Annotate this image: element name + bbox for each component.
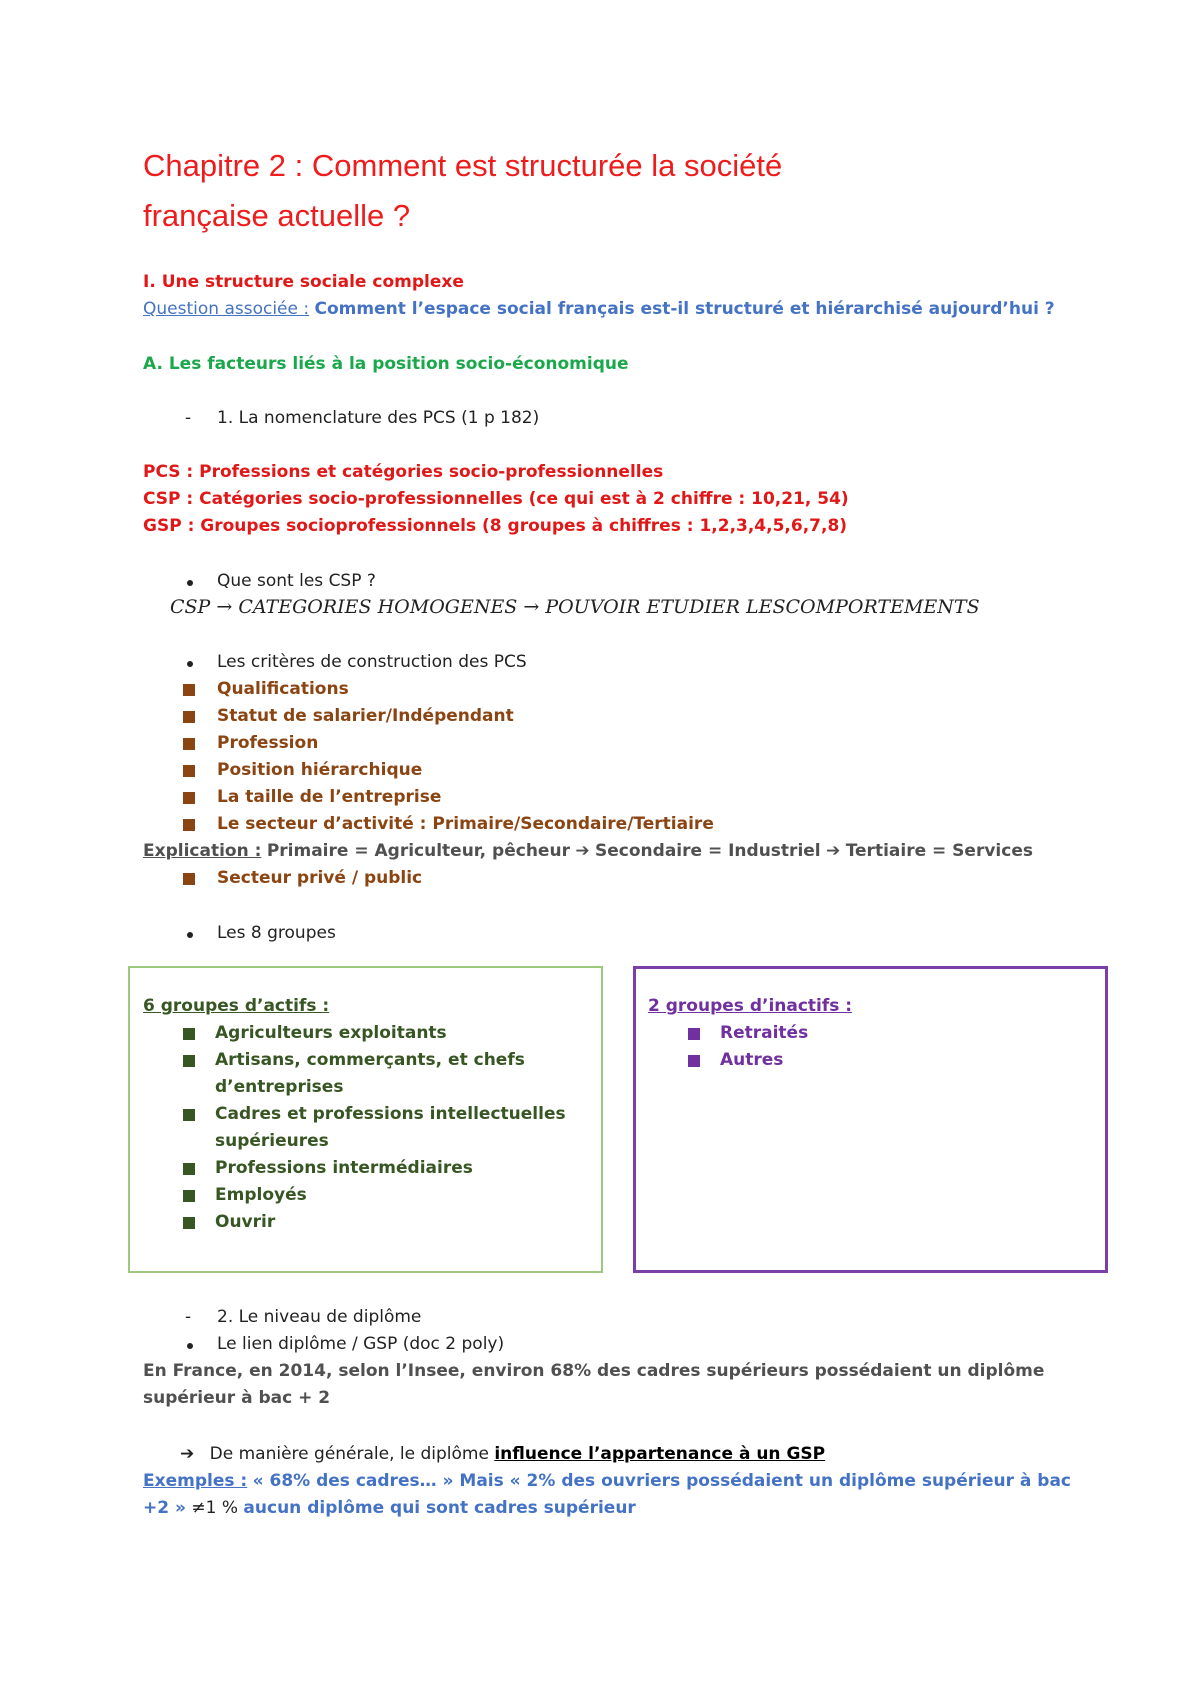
square-bullet-icon (688, 1055, 700, 1067)
criterion-item: Statut de salarier/Indépendant (217, 706, 514, 726)
square-bullet-icon (688, 1028, 700, 1040)
square-bullet-icon (183, 711, 195, 723)
square-bullet-icon (183, 1055, 195, 1067)
arrow-right-icon: ➔ (826, 841, 841, 861)
question-text: Comment l’espace social français est-il structuré et hiérarchisé aujourd’hui ? (314, 299, 1055, 319)
explication-secondaire: Secondaire = Industriel (595, 841, 821, 861)
actifs-title: 6 groupes d’actifs : (143, 996, 330, 1016)
associated-question (143, 299, 1055, 319)
exemples-text-2b: aucun diplôme qui sont cadres supérieur (243, 1498, 636, 1518)
subsection-heading: A. Les facteurs liés à la position socio-économique (143, 354, 629, 374)
square-bullet-icon (183, 792, 195, 804)
criterion-item: Qualifications (217, 679, 349, 699)
bullet-lien: Le lien diplôme / GSP (doc 2 poly) (217, 1334, 505, 1354)
bullet-csp: Que sont les CSP ? (217, 571, 376, 591)
actifs-item-continued: d’entreprises (215, 1077, 344, 1097)
stat-line-2: supérieur à bac + 2 (143, 1388, 331, 1408)
explication-tertiaire: Tertiaire = Services (845, 841, 1033, 861)
page-title-line1: Chapitre 2 : Comment est structurée la société (143, 148, 783, 183)
square-bullet-icon (183, 873, 195, 885)
square-bullet-icon (183, 765, 195, 777)
bullet-icon (187, 580, 193, 586)
exemples-label: Exemples : (143, 1471, 248, 1491)
actifs-item: Ouvrir (215, 1212, 276, 1232)
actifs-item-continued: supérieures (215, 1131, 329, 1151)
dash-marker: - (185, 408, 192, 428)
page-title-line2: française actuelle ? (143, 198, 411, 233)
exemples-text-2a: +2 » (143, 1498, 186, 1518)
criterion-item: La taille de l’entreprise (217, 787, 442, 807)
square-bullet-icon (183, 1028, 195, 1040)
dash-marker: - (185, 1307, 192, 1327)
explication-primaire: Primaire = Agriculteur, pêcheur (266, 841, 570, 861)
definition-pcs: PCS : Professions et catégories socio-professionnelles (143, 462, 664, 482)
criterion-item: Secteur privé / public (217, 868, 423, 888)
question-label: Question associée : (143, 299, 310, 319)
square-bullet-icon (183, 738, 195, 750)
inactifs-item: Retraités (720, 1023, 809, 1043)
square-bullet-icon (183, 1109, 195, 1121)
square-bullet-icon (183, 819, 195, 831)
criterion-item: Position hiérarchique (217, 760, 423, 780)
conclusion-emphasis: influence l’appartenance à un GSP (494, 1444, 826, 1464)
formula-line: CSP → CATEGORIES HOMOGENES → POUVOIR ETUDIER LESCOMPORTEMENTS (170, 596, 980, 618)
arrow-right-icon: ➔ (575, 841, 590, 861)
criterion-item: Le secteur d’activité : Primaire/Secondaire/Tertiaire (217, 814, 714, 834)
actifs-item: Employés (215, 1185, 307, 1205)
exemples-text-1: « 68% des cadres… » Mais « 2% des ouvriers possédaient un diplôme supérieur à bac (252, 1471, 1071, 1491)
item-niveau-diplome: 2. Le niveau de diplôme (217, 1307, 422, 1327)
actifs-item: Cadres et professions intellectuelles (215, 1104, 566, 1124)
criterion-item: Profession (217, 733, 319, 753)
arrow-right-icon: ➔ (180, 1444, 195, 1464)
exemples-line-1 (143, 1471, 1071, 1491)
item-nomenclature: 1. La nomenclature des PCS (1 p 182) (217, 408, 540, 428)
actifs-item: Agriculteurs exploitants (215, 1023, 447, 1043)
bullet-criteres: Les critères de construction des PCS (217, 652, 527, 672)
bullet-groupes: Les 8 groupes (217, 923, 336, 943)
inactifs-title: 2 groupes d’inactifs : (648, 996, 853, 1016)
explication-line (143, 841, 1033, 861)
bullet-icon (187, 932, 193, 938)
square-bullet-icon (183, 1163, 195, 1175)
bullet-icon (187, 1343, 193, 1349)
square-bullet-icon (183, 684, 195, 696)
exemples-line-2 (143, 1498, 636, 1518)
definition-gsp: GSP : Groupes socioprofessionnels (8 groupes à chiffres : 1,2,3,4,5,6,7,8) (143, 516, 848, 536)
stat-line-1: En France, en 2014, selon l’Insee, environ 68% des cadres supérieurs possédaient un diplôme (143, 1361, 1045, 1381)
explication-label: Explication : (143, 841, 262, 861)
not-equal-value: ≠1 % (191, 1498, 239, 1518)
actifs-item: Artisans, commerçants, et chefs (215, 1050, 525, 1070)
conclusion-line (180, 1444, 825, 1464)
section-heading: I. Une structure sociale complexe (143, 272, 464, 292)
square-bullet-icon (183, 1217, 195, 1229)
square-bullet-icon (183, 1190, 195, 1202)
actifs-item: Professions intermédiaires (215, 1158, 473, 1178)
conclusion-text: De manière générale, le diplôme (209, 1444, 489, 1464)
inactifs-item: Autres (720, 1050, 784, 1070)
definition-csp: CSP : Catégories socio-professionnelles (ce qui est à 2 chiffre : 10,21, 54) (143, 489, 849, 509)
bullet-icon (187, 661, 193, 667)
